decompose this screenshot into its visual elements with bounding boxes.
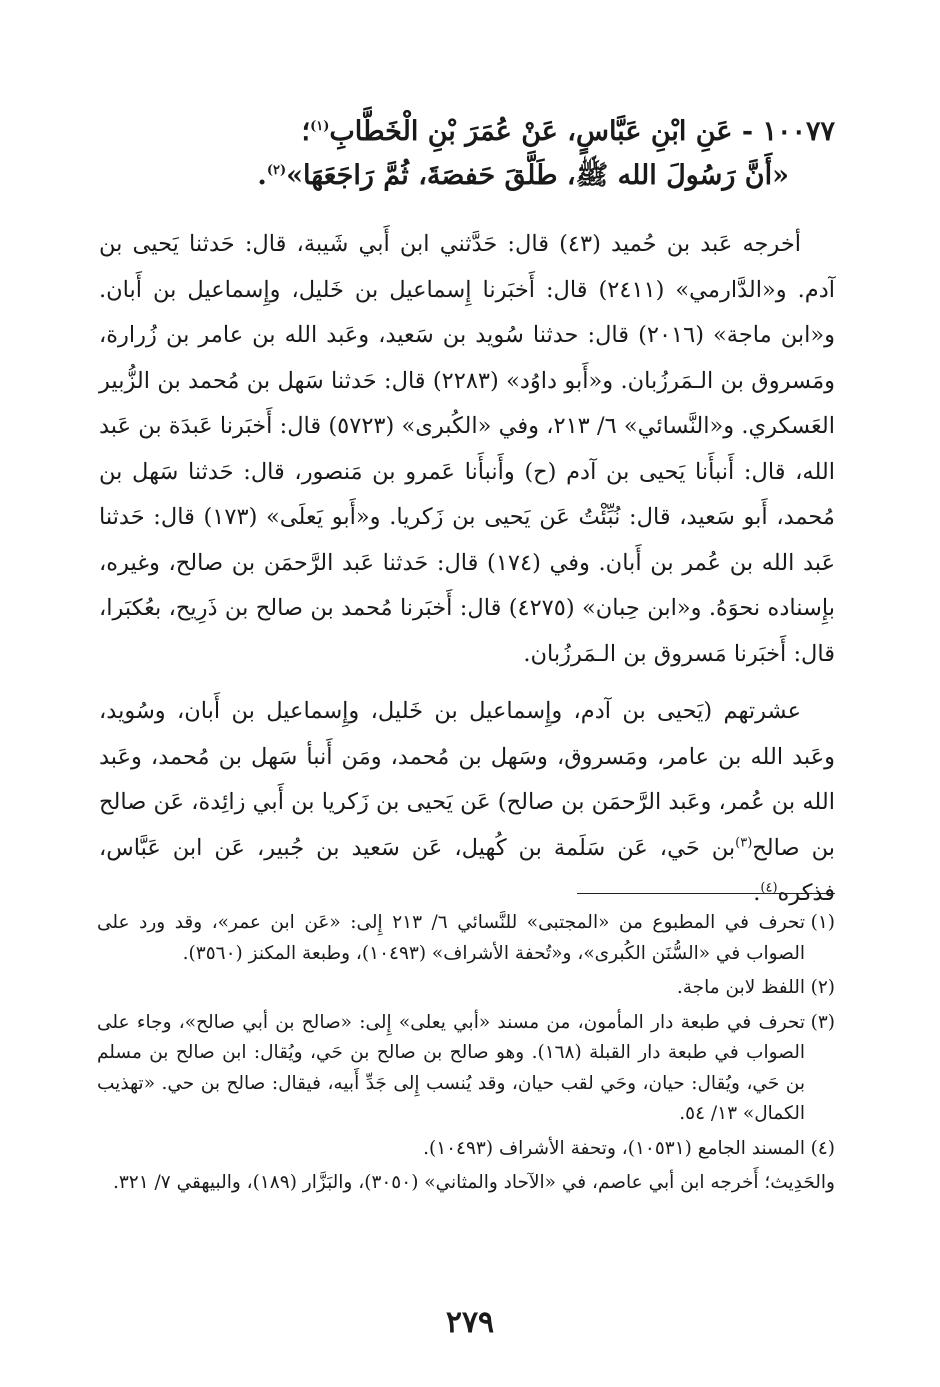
footnote-1 (97, 908, 835, 969)
hadith-number: ١٠٠٧٧ (762, 116, 835, 147)
page-number: ٢٧٩ (445, 1305, 495, 1340)
footnote-text: المسند الجامع (١٠٥٣١)، وتحفة الأشراف (١٠٤٩٣). (423, 1137, 805, 1159)
footnote-2 (97, 973, 835, 1004)
footnote-ref-1: (١) (310, 119, 330, 134)
footnote-text: تحرف في المطبوع من «المجتبى» للنَّسائي ٦/ ٢١٣ إِلى: «عَن ابن عمر»، وقد ورد على الصواب في «السُّنَن الكُبرى»، و«تُحفة الأشراف» (١٠٤٩٣)، وطبعة المكنز (٣٥٦٠). (97, 912, 805, 964)
hadith-chain: - عَنِ ابْنِ عَبَّاسٍ، عَنْ عُمَرَ بْنِ الْخَطَّابِ (329, 116, 763, 147)
footnotes (97, 908, 835, 1199)
footnote-number: (٣) (810, 1011, 835, 1033)
takhrij-paragraph: أخرجه عَبد بن حُميد (٤٣) قال: حَدَّثني ابن أَبي شَيبة، قال: حَدثنا يَحيى بن آدم. و«الدَّارمي» (٢٤١١) قال: أَخبَرنا إِسماعيل بن خَليل، وإِسماعيل بن أَبان. و«ابن ماجة» (٢٠١٦) قال: حدثنا سُويد بن سَعيد، وعَبد الله بن عامر بن زُرارة، ومَسروق بن الـمَرزُبان. و«أَبو داوُد» (٢٢٨٣) قال: حَدثنا سَهل بن مُحمد بن الزُّبير العَسكري. و«النَّسائي» ٦/ ٢١٣، وفي «الكُبرى» (٥٧٢٣) قال: أَخبَرنا عَبدَة بن عَبد الله، قال: أَنبأَنا يَحيى بن آدم (ح) وأَنبأَنا عَمرو بن مَنصور، قال: حَدثنا سَهل بن مُحمد، أَبو سَعيد، قال: نُبِّئْتُ عَن يَحيى بن زَكريا. و«أَبو يَعلَى» (١٧٣) قال: حَدثنا عَبد الله بن عُمر بن أَبان. وفي (١٧٤) قال: حَدثنا عَبد الرَّحمَن بن صالح، وغيره، بإِسناده نحوَهُ. و«ابن حِبان» (٤٢٧٥) قال: أَخبَرنا مُحمد بن صالح بن ذَرِيح، بعُكبَرا، قال: أَخبَرنا مَسروق بن الـمَرزُبان. (99, 231, 836, 667)
footnote-text: اللفظ لابن ماجة. (676, 977, 805, 998)
footnote-number: (١) (810, 912, 835, 933)
hadith-block (115, 110, 835, 198)
footnote-ref-3: (٣) (735, 835, 753, 850)
footnote-number: (٢) (810, 977, 835, 998)
takhrij-text (99, 222, 835, 917)
footnote-number: (٤) (810, 1137, 835, 1159)
footnote-continuation: والحَدِيث؛ أَخرجه ابن أبي عاصم، في «الآحاد والمثاني» (٣٠٥٠)، والبَزَّار (١٨٩)، والبيهقي ٧/ ٣٢١. (112, 1172, 835, 1193)
summary-paragraph: عشرتهم (يَحيى بن آدم، وإِسماعيل بن خَليل، وإِسماعيل بن أَبان، وسُويد، وعَبد الله بن عامر، ومَسروق، وسَهل بن مُحمد، ومَن أَنبأ سَهل بن مُحمد، وعَبد الله بن عُمر، وعَبد الرَّحمَن بن صالح) عَن يَحيى بن زَكريا بن أَبي زائِدة، عَن صالح بن صالح$^{(٣)}$بن حَي، عَن سَلَمة بن كُهيل، عَن سَعيد بن جُبير، عَن ابن عَبَّاس، فذكره$^{(٤)}$. (99, 698, 835, 906)
footnote-4 (97, 1134, 835, 1165)
footnote-separator (577, 893, 835, 894)
footnote-text: تحرف في طبعة دار المأمون، من مسند «أبي يعلى» إِلى: «صالح بن أبي صالح»، وجاء على الصواب في طبعة دار القبلة (١٦٨). وهو صالح بن صالح بن حَي، ويُقال: ابن صالح بن مسلم بن حَي، ويُقال: حيان، وحَي لقب حيان، وقد يُنسب إِلى جَدِّ أَبيه، فيقال: صالح بن حي. «تهذيب الكمال» ١٣/ ٥٤. (97, 1011, 805, 1124)
hadith-header: ١٠٠٧٧ - عَنِ ابْنِ عَبَّاسٍ، عَنْ عُمَرَ بْنِ الْخَطَّابِ$^{(١)}$؛ (301, 116, 835, 147)
footnote-3 (97, 1008, 835, 1130)
footnote-ref-2: (٢) (266, 163, 287, 178)
footnote-ref-4: (٤) (760, 880, 778, 896)
hadith-matn: «أَنَّ رَسُولَ الله ﷺ، طَلَّقَ حَفصَةَ، ثُمَّ رَاجَعَهَا»$^{(٢)}$. (257, 160, 789, 191)
